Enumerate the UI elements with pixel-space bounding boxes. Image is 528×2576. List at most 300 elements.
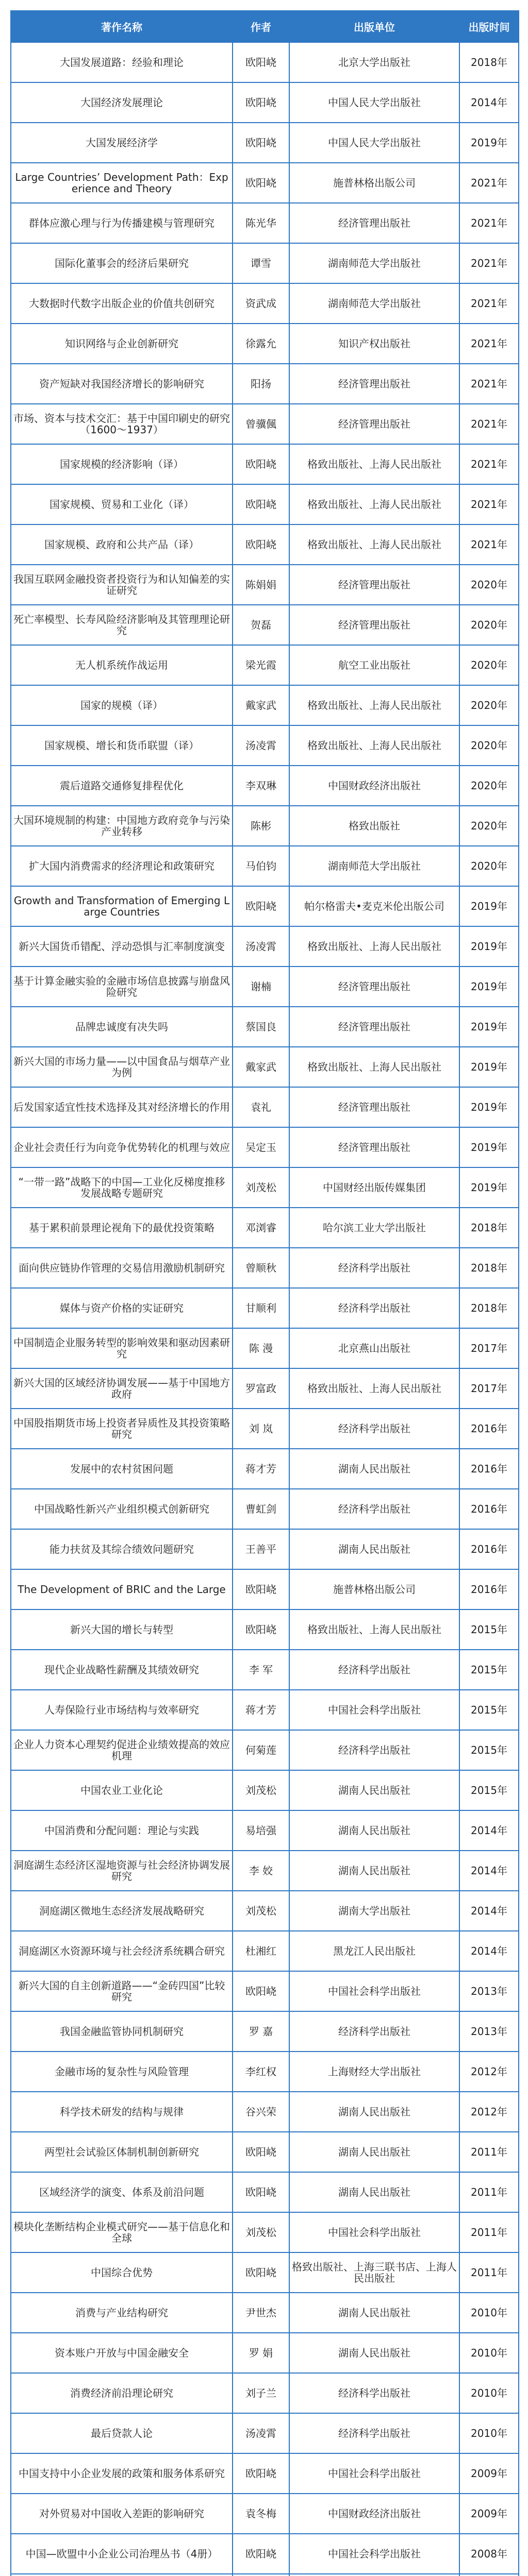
year-cell: 2020年 (459, 565, 519, 605)
publisher-cell: 知识产权出版社 (289, 324, 459, 364)
book-title-cell: 中国制造企业服务转型的影响效果和驱动因素研究 (11, 1328, 233, 1368)
year-cell: 2011年 (459, 2132, 519, 2172)
year-cell: 2019年 (459, 967, 519, 1007)
year-cell: 2019年 (459, 926, 519, 967)
year-cell: 2018年 (459, 42, 519, 82)
author-cell: 曾骥偑 (233, 404, 289, 444)
book-title-cell: 国家规模、增长和货币联盟（译） (11, 725, 233, 766)
publisher-cell: 格致出版社、上海人民出版社 (289, 685, 459, 725)
year-cell: 2011年 (459, 2172, 519, 2212)
year-cell: 2021年 (459, 444, 519, 484)
book-title-cell: 大数据时代数字出版企业的价值共创研究 (11, 283, 233, 324)
table-row (11, 524, 519, 565)
author-cell: 刘 岚 (233, 1409, 289, 1449)
publisher-cell: 经济科学出版社 (289, 1288, 459, 1328)
book-title-cell: 大国经济发展理论 (11, 82, 233, 123)
author-cell: 汤凌霄 (233, 725, 289, 766)
year-cell: 2021年 (459, 163, 519, 203)
table-row (11, 2212, 519, 2252)
year-cell: 2019年 (459, 1127, 519, 1167)
author-cell: 欧阳峣 (233, 2534, 289, 2574)
publisher-cell: 施普林格出版公司 (289, 163, 459, 203)
publisher-cell: 湖南人民出版社 (289, 1810, 459, 1851)
table-row (11, 846, 519, 886)
year-cell: 2009年 (459, 2494, 519, 2534)
book-title-cell: 中国综合优势 (11, 2252, 233, 2293)
year-cell (459, 2574, 519, 2576)
publisher-cell: 格致出版社、上海人民出版社 (289, 1047, 459, 1087)
header-row (11, 11, 519, 42)
table-row (11, 1167, 519, 1208)
publisher-cell: 帕尔格雷夫•麦克米伦出版公司 (289, 886, 459, 926)
book-title-cell: 资本账户开放与中国金融安全 (11, 2333, 233, 2373)
author-cell: 贺磊 (233, 605, 289, 645)
author-cell: 欧阳峣 (233, 82, 289, 123)
book-title-cell: 资产短缺对我国经济增长的影响研究 (11, 364, 233, 404)
table-row (11, 1730, 519, 1770)
author-cell: 梁光霞 (233, 645, 289, 685)
year-cell: 2020年 (459, 766, 519, 806)
book-title-cell: 新兴大国的增长与转型 (11, 1609, 233, 1650)
author-cell: 易培强 (233, 1810, 289, 1851)
publisher-cell: 经济科学出版社 (289, 2413, 459, 2453)
year-cell: 2013年 (459, 1971, 519, 2011)
year-cell: 2014年 (459, 1851, 519, 1891)
book-title-cell: 企业人力资本心理契约促进企业绩效提高的效应机理 (11, 1730, 233, 1770)
publisher-cell: 经济科学出版社 (289, 1650, 459, 1690)
publisher-cell: 湖南大学出版社 (289, 1891, 459, 1931)
table-row (11, 203, 519, 243)
book-title-cell: 科学技术研发的结构与规律 (11, 2092, 233, 2132)
table-row (11, 2172, 519, 2212)
author-cell: 徐露允 (233, 324, 289, 364)
publisher-cell: 经济科学出版社 (289, 1489, 459, 1529)
book-title-cell: 扩大国内消费需求的经济理论和政策研究 (11, 846, 233, 886)
year-cell: 2015年 (459, 1730, 519, 1770)
book-title-cell: 洞庭湖区水资源环境与社会经济系统耦合研究 (11, 1931, 233, 1971)
book-title-cell: The Development of BRIC and the Large (11, 1569, 233, 1609)
table-row (11, 2413, 519, 2453)
book-title-cell: 消费与产业结构研究 (11, 2293, 233, 2333)
year-cell: 2019年 (459, 1167, 519, 1208)
author-cell: 欧阳峣 (233, 2172, 289, 2212)
table-row (11, 484, 519, 524)
author-cell: 汤凌霄 (233, 2413, 289, 2453)
publisher-cell: 格致出版社、上海人民出版社 (289, 1609, 459, 1650)
publisher-cell: 经济科学出版社 (289, 1248, 459, 1288)
author-cell: 欧阳峣 (233, 444, 289, 484)
publisher-cell: 上海财经大学出版社 (289, 2052, 459, 2092)
author-cell: 曾顺秋 (233, 1248, 289, 1288)
book-title-cell: Large Countries’ Development Path：Experience and Theory (11, 163, 233, 203)
header-title: 著作名称 (11, 11, 233, 42)
table-row (11, 2092, 519, 2132)
year-cell: 2021年 (459, 243, 519, 283)
author-cell: 陈娟娟 (233, 565, 289, 605)
publisher-cell: 湖南人民出版社 (289, 2293, 459, 2333)
publisher-cell: 经济管理出版社 (289, 404, 459, 444)
table-row (11, 444, 519, 484)
year-cell: 2021年 (459, 364, 519, 404)
table-row (11, 1810, 519, 1851)
book-title-cell: 新兴大国的区域经济协调发展——基于中国地方政府 (11, 1368, 233, 1409)
table-row (11, 1449, 519, 1489)
author-cell: 罗 嘉 (233, 2011, 289, 2052)
year-cell: 2020年 (459, 605, 519, 645)
book-title-cell: 大国发展经济学 (11, 123, 233, 163)
author-cell: 陈 漫 (233, 1328, 289, 1368)
year-cell: 2016年 (459, 1449, 519, 1489)
author-cell: 尹世杰 (233, 2293, 289, 2333)
author-cell: 欧阳峣 (233, 42, 289, 82)
table-row (11, 1047, 519, 1087)
year-cell: 2009年 (459, 2453, 519, 2494)
book-title-cell: 中国支持中小企业发展的政策和服务体系研究 (11, 2453, 233, 2494)
table-row (11, 163, 519, 203)
table-row (11, 605, 519, 645)
book-title-cell: 人寿保险行业市场结构与效率研究 (11, 1690, 233, 1730)
author-cell: 蒋才芳 (233, 1449, 289, 1489)
table-row (11, 1569, 519, 1609)
author-cell: 蔡国良 (233, 1007, 289, 1047)
header-year: 出版时间 (459, 11, 519, 42)
publisher-cell: 格致出版社 (289, 806, 459, 846)
year-cell: 2020年 (459, 685, 519, 725)
publisher-cell: 经济科学出版社 (289, 2373, 459, 2413)
author-cell: 袁礼 (233, 1087, 289, 1127)
publisher-cell: 北京燕山出版社 (289, 1328, 459, 1368)
author-cell: 何菊莲 (233, 1730, 289, 1770)
book-title-cell: 中国—欧盟中小企业公司治理丛书（4册） (11, 2534, 233, 2574)
table-row (11, 1851, 519, 1891)
book-title-cell: “一带一路”战略下的中国—工业化反梯度推移发展战略专题研究 (11, 1167, 233, 1208)
publisher-cell: 湖南师范大学出版社 (289, 846, 459, 886)
book-title-cell: 对外贸易对中国收入差距的影响研究 (11, 2494, 233, 2534)
book-title-cell: 我国金融监管协同机制研究 (11, 2011, 233, 2052)
publisher-cell: 哈尔滨工业大学出版社 (289, 1208, 459, 1248)
table-row (11, 1288, 519, 1328)
book-title-cell: 大国发展道路：经验和理论 (11, 42, 233, 82)
table-row (11, 2293, 519, 2333)
book-title-cell: 大国环境规制的构建：中国地方政府竞争与污染产业转移 (11, 806, 233, 846)
year-cell: 2014年 (459, 1810, 519, 1851)
table-row (11, 404, 519, 444)
year-cell: 2014年 (459, 82, 519, 123)
table-row (11, 2494, 519, 2534)
year-cell: 2010年 (459, 2373, 519, 2413)
year-cell: 2015年 (459, 1609, 519, 1650)
publisher-cell: 格致出版社、上海人民出版社 (289, 524, 459, 565)
book-title-cell: 国家规模、贸易和工业化（译） (11, 484, 233, 524)
author-cell: 戴家武 (233, 1047, 289, 1087)
table-row (11, 1208, 519, 1248)
table-row (11, 1609, 519, 1650)
author-cell: 欧阳峣 (233, 163, 289, 203)
book-title-cell: 国家规模的经济影响（译） (11, 444, 233, 484)
table-row (11, 565, 519, 605)
author-cell: 陈光华 (233, 203, 289, 243)
table-row (11, 1690, 519, 1730)
table-row (11, 2534, 519, 2574)
year-cell: 2021年 (459, 404, 519, 444)
author-cell: 李 姣 (233, 1851, 289, 1891)
book-title-cell: 面向供应链协作管理的交易信用激励机制研究 (11, 1248, 233, 1288)
table-row (11, 2011, 519, 2052)
year-cell: 2014年 (459, 1931, 519, 1971)
author-cell: 陈彬 (233, 806, 289, 846)
table-row (11, 645, 519, 685)
book-title-cell: 基于计算金融实验的金融市场信息披露与崩盘风险研究 (11, 967, 233, 1007)
book-title-cell: 国家规模、政府和公共产品（译） (11, 524, 233, 565)
table-row (11, 886, 519, 926)
author-cell: 欧阳峣 (233, 886, 289, 926)
book-title-cell: 市场、资本与技术交汇：基于中国印刷史的研究（1600～1937） (11, 404, 233, 444)
table-header (11, 11, 519, 42)
header-publisher: 出版单位 (289, 11, 459, 42)
book-title-cell: 中国消费和分配问题：理论与实践 (11, 1810, 233, 1851)
book-title-cell: 能力扶贫及其综合绩效问题研究 (11, 1529, 233, 1569)
year-cell: 2016年 (459, 1529, 519, 1569)
book-title-cell: 我国互联网金融投资者投资行为和认知偏差的实证研究 (11, 565, 233, 605)
table-row (11, 2333, 519, 2373)
author-cell: 刘茂松 (233, 1770, 289, 1810)
book-title-cell: 中国战略性新兴产业组织模式创新研究 (11, 1489, 233, 1529)
publisher-cell: 湖南人民出版社 (289, 2092, 459, 2132)
author-cell: 刘茂松 (233, 1167, 289, 1208)
publisher-cell: 格致出版社、上海人民出版社 (289, 444, 459, 484)
author-cell: 罗富政 (233, 1368, 289, 1409)
book-title-cell: 知识网络与企业创新研究 (11, 324, 233, 364)
author-cell: 资武成 (233, 283, 289, 324)
author-cell (233, 2574, 289, 2576)
year-cell: 2021年 (459, 484, 519, 524)
book-title-cell: 发展中的农村贫困问题 (11, 1449, 233, 1489)
year-cell: 2018年 (459, 1288, 519, 1328)
publisher-cell: 经济管理出版社 (289, 1007, 459, 1047)
publisher-cell: 经济管理出版社 (289, 203, 459, 243)
year-cell: 2015年 (459, 1690, 519, 1730)
publisher-cell: 中国社会科学出版社 (289, 2212, 459, 2252)
books-table-container (10, 10, 518, 2576)
table-row (11, 2453, 519, 2494)
author-cell: 欧阳峣 (233, 2252, 289, 2293)
publisher-cell: 中国人民大学出版社 (289, 82, 459, 123)
author-cell: 邓浏睿 (233, 1208, 289, 1248)
author-cell: 李双琳 (233, 766, 289, 806)
book-title-cell: Growth and Transformation of Emerging Large Countries (11, 886, 233, 926)
publisher-cell: 经济管理出版社 (289, 1127, 459, 1167)
author-cell: 吴定玉 (233, 1127, 289, 1167)
author-cell: 欧阳峣 (233, 1609, 289, 1650)
publisher-cell: 格致出版社、上海人民出版社 (289, 725, 459, 766)
year-cell: 2011年 (459, 2212, 519, 2252)
book-title-cell: 消费经济前沿理论研究 (11, 2373, 233, 2413)
book-title-cell: 国家的规模（译） (11, 685, 233, 725)
publisher-cell: 中国财政经济出版社 (289, 766, 459, 806)
publisher-cell: 湖南师范大学出版社 (289, 283, 459, 324)
table-row (11, 926, 519, 967)
publisher-cell: 中国社会科学出版社 (289, 1971, 459, 2011)
year-cell: 2020年 (459, 645, 519, 685)
author-cell: 罗 娟 (233, 2333, 289, 2373)
table-row (11, 1248, 519, 1288)
book-title-cell: 洞庭湖区微地生态经济发展战略研究 (11, 1891, 233, 1931)
year-cell: 2012年 (459, 2092, 519, 2132)
table-row (11, 364, 519, 404)
year-cell: 2020年 (459, 725, 519, 766)
table-row (11, 2132, 519, 2172)
author-cell: 刘茂松 (233, 1891, 289, 1931)
table-row (11, 42, 519, 82)
publisher-cell: 格致出版社、上海人民出版社 (289, 1368, 459, 1409)
table-row (11, 1891, 519, 1931)
book-title-cell: 最后贷款人论 (11, 2413, 233, 2453)
author-cell: 欧阳峣 (233, 484, 289, 524)
header-author: 作者 (233, 11, 289, 42)
table-row (11, 1007, 519, 1047)
table-row (11, 1087, 519, 1127)
year-cell: 2020年 (459, 806, 519, 846)
year-cell: 2016年 (459, 1489, 519, 1529)
table-row (11, 766, 519, 806)
year-cell: 2013年 (459, 2011, 519, 2052)
publisher-cell: 中国社会科学出版社 (289, 1690, 459, 1730)
year-cell: 2015年 (459, 1770, 519, 1810)
year-cell: 2017年 (459, 1368, 519, 1409)
author-cell: 蒋才芳 (233, 1690, 289, 1730)
publisher-cell (289, 2574, 459, 2576)
author-cell: 曹虹剑 (233, 1489, 289, 1529)
author-cell: 谢楠 (233, 967, 289, 1007)
table-row (11, 685, 519, 725)
book-title-cell: 金融市场的复杂性与风险管理 (11, 2052, 233, 2092)
author-cell: 欧阳峣 (233, 524, 289, 565)
publisher-cell: 经济科学出版社 (289, 2011, 459, 2052)
author-cell: 谭雪 (233, 243, 289, 283)
publisher-cell: 湖南人民出版社 (289, 1851, 459, 1891)
author-cell: 欧阳峣 (233, 2132, 289, 2172)
year-cell: 2019年 (459, 1047, 519, 1087)
table-row (11, 1368, 519, 1409)
book-title-cell: 中国农业工业化论 (11, 1770, 233, 1810)
book-title-cell (11, 2574, 233, 2576)
year-cell: 2014年 (459, 1891, 519, 1931)
author-cell: 杜湘红 (233, 1931, 289, 1971)
author-cell: 王善平 (233, 1529, 289, 1569)
publisher-cell: 中国财经出版传媒集团 (289, 1167, 459, 1208)
year-cell: 2015年 (459, 1650, 519, 1690)
publisher-cell: 经济管理出版社 (289, 364, 459, 404)
publisher-cell: 中国社会科学出版社 (289, 2453, 459, 2494)
table-row (11, 1489, 519, 1529)
table-row (11, 1328, 519, 1368)
year-cell: 2019年 (459, 886, 519, 926)
book-title-cell: 新兴大国货币错配、浮动恐惧与汇率制度演变 (11, 926, 233, 967)
author-cell: 李红权 (233, 2052, 289, 2092)
publisher-cell: 经济管理出版社 (289, 565, 459, 605)
book-title-cell: 媒体与资产价格的实证研究 (11, 1288, 233, 1328)
year-cell: 2018年 (459, 1248, 519, 1288)
year-cell: 2019年 (459, 1087, 519, 1127)
publisher-cell: 格致出版社、上海三联书店、上海人民出版社 (289, 2252, 459, 2293)
table-row (11, 725, 519, 766)
book-title-cell: 新兴大国的市场力量——以中国食品与烟草产业为例 (11, 1047, 233, 1087)
year-cell: 2010年 (459, 2293, 519, 2333)
book-title-cell: 群体应激心理与行为传播建模与管理研究 (11, 203, 233, 243)
publisher-cell: 格致出版社、上海人民出版社 (289, 926, 459, 967)
table-row (11, 82, 519, 123)
publisher-cell: 湖南师范大学出版社 (289, 243, 459, 283)
book-title-cell: 企业社会责任行为向竞争优势转化的机理与效应 (11, 1127, 233, 1167)
author-cell: 阳扬 (233, 364, 289, 404)
author-cell: 谷兴荣 (233, 2092, 289, 2132)
publisher-cell: 中国人民大学出版社 (289, 123, 459, 163)
publisher-cell: 北京大学出版社 (289, 42, 459, 82)
author-cell: 欧阳峣 (233, 1971, 289, 2011)
publisher-cell: 湖南人民出版社 (289, 1529, 459, 1569)
year-cell: 2019年 (459, 1007, 519, 1047)
table-row (11, 806, 519, 846)
publisher-cell: 黑龙江人民出版社 (289, 1931, 459, 1971)
book-title-cell: 震后道路交通修复排程优化 (11, 766, 233, 806)
table-row (11, 1770, 519, 1810)
table-row (11, 1409, 519, 1449)
books-table (10, 10, 519, 2576)
book-title-cell: 两型社会试验区体制机制创新研究 (11, 2132, 233, 2172)
publisher-cell: 施普林格出版公司 (289, 1569, 459, 1609)
author-cell: 李 军 (233, 1650, 289, 1690)
table-row (11, 2373, 519, 2413)
publisher-cell: 湖南人民出版社 (289, 1770, 459, 1810)
year-cell: 2010年 (459, 2333, 519, 2373)
publisher-cell: 经济科学出版社 (289, 1409, 459, 1449)
table-row (11, 283, 519, 324)
table-row (11, 2052, 519, 2092)
year-cell: 2011年 (459, 2252, 519, 2293)
author-cell: 甘顺利 (233, 1288, 289, 1328)
publisher-cell: 中国财政经济出版社 (289, 2494, 459, 2534)
year-cell: 2008年 (459, 2534, 519, 2574)
year-cell: 2021年 (459, 524, 519, 565)
year-cell: 2018年 (459, 1208, 519, 1248)
publisher-cell: 湖南人民出版社 (289, 1449, 459, 1489)
table-row (11, 967, 519, 1007)
publisher-cell: 湖南人民出版社 (289, 2333, 459, 2373)
table-row (11, 1931, 519, 1971)
publisher-cell: 经济管理出版社 (289, 1087, 459, 1127)
book-title-cell: 现代企业战略性薪酬及其绩效研究 (11, 1650, 233, 1690)
publisher-cell: 经济科学出版社 (289, 1730, 459, 1770)
table-row (11, 2252, 519, 2293)
book-title-cell: 中国股指期货市场上投资者异质性及其投资策略研究 (11, 1409, 233, 1449)
publisher-cell: 经济管理出版社 (289, 967, 459, 1007)
year-cell: 2021年 (459, 203, 519, 243)
book-title-cell: 洞庭湖生态经济区湿地资源与社会经济协调发展研究 (11, 1851, 233, 1891)
table-row (11, 1529, 519, 1569)
year-cell: 2017年 (459, 1328, 519, 1368)
publisher-cell: 航空工业出版社 (289, 645, 459, 685)
book-title-cell: 无人机系统作战运用 (11, 645, 233, 685)
year-cell: 2016年 (459, 1569, 519, 1609)
author-cell: 戴家武 (233, 685, 289, 725)
author-cell: 马伯钧 (233, 846, 289, 886)
author-cell: 欧阳峣 (233, 2453, 289, 2494)
year-cell: 2016年 (459, 1409, 519, 1449)
author-cell: 欧阳峣 (233, 1569, 289, 1609)
year-cell: 2021年 (459, 283, 519, 324)
table-row (11, 1971, 519, 2011)
book-title-cell: 区域经济学的演变、体系及前沿问题 (11, 2172, 233, 2212)
